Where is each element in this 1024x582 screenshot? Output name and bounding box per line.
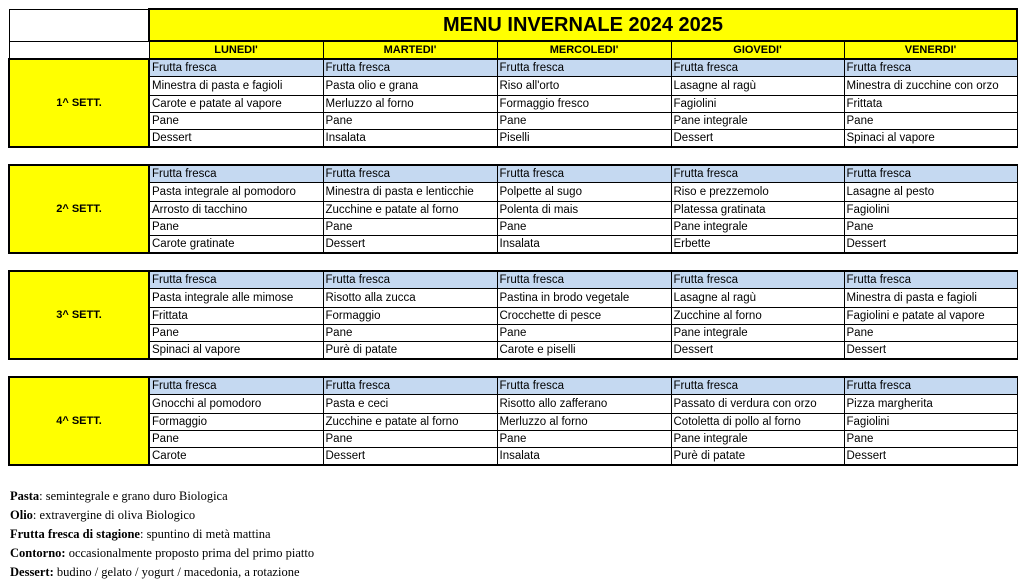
note-olio: Olio: extravergine di oliva Biologico xyxy=(10,508,196,522)
fruit-cell: Frutta fresca xyxy=(323,165,497,183)
fruit-cell: Frutta fresca xyxy=(149,377,323,395)
gap-cell xyxy=(671,147,844,165)
note-contorno: Contorno: occasionalmente proposto prima del primo piatto xyxy=(10,546,315,560)
table-row xyxy=(9,130,1017,148)
menu-cell: Carote gratinate xyxy=(149,236,323,254)
corner-blank xyxy=(9,9,149,41)
gap-cell xyxy=(149,147,323,165)
menu-cell: Pane xyxy=(497,219,671,236)
fruit-cell: Frutta fresca xyxy=(323,59,497,77)
table-row xyxy=(9,59,1017,77)
table-row xyxy=(9,77,1017,96)
menu-cell: Pane xyxy=(323,325,497,342)
menu-cell: Pane xyxy=(844,325,1017,342)
menu-cell: Dessert xyxy=(323,448,497,466)
menu-cell: Arrosto di tacchino xyxy=(149,202,323,219)
menu-cell: Fagiolini xyxy=(844,202,1017,219)
gap-cell xyxy=(844,359,1017,377)
table-row xyxy=(9,219,1017,236)
gap-cell xyxy=(671,359,844,377)
menu-cell: Merluzzo al forno xyxy=(497,414,671,431)
gap-cell xyxy=(9,359,149,377)
menu-cell: Minestra di pasta e lenticchie xyxy=(323,183,497,202)
menu-cell: Dessert xyxy=(844,236,1017,254)
fruit-cell: Frutta fresca xyxy=(497,377,671,395)
gap-cell xyxy=(844,147,1017,165)
fruit-cell: Frutta fresca xyxy=(323,271,497,289)
menu-cell: Pasta integrale alle mimose xyxy=(149,289,323,308)
menu-cell: Dessert xyxy=(671,130,844,148)
menu-cell: Pasta e ceci xyxy=(323,395,497,414)
fruit-cell: Frutta fresca xyxy=(671,165,844,183)
week-label: 1^ SETT. xyxy=(9,59,149,147)
menu-cell: Zucchine al forno xyxy=(671,308,844,325)
notes xyxy=(10,487,314,582)
gap-cell xyxy=(497,359,671,377)
gap-cell xyxy=(844,253,1017,271)
fruit-cell: Frutta fresca xyxy=(497,59,671,77)
menu-cell: Polpette al sugo xyxy=(497,183,671,202)
table-row xyxy=(9,414,1017,431)
menu-cell: Merluzzo al forno xyxy=(323,96,497,113)
menu-cell: Pane xyxy=(149,113,323,130)
menu-cell: Spinaci al vapore xyxy=(844,130,1017,148)
menu-table xyxy=(8,8,1018,466)
menu-cell: Dessert xyxy=(323,236,497,254)
fruit-cell: Frutta fresca xyxy=(671,377,844,395)
gap-cell xyxy=(671,253,844,271)
gap-cell xyxy=(323,147,497,165)
fruit-cell: Frutta fresca xyxy=(844,271,1017,289)
day-header: GIOVEDI' xyxy=(671,41,844,59)
menu-cell: Purè di patate xyxy=(323,342,497,360)
menu-cell: Fagiolini xyxy=(844,414,1017,431)
gap-cell xyxy=(149,359,323,377)
menu-title: MENU INVERNALE 2024 2025 xyxy=(149,9,1017,41)
note-frutta: Frutta fresca di stagione: spuntino di metà mattina xyxy=(10,527,271,541)
menu-cell: Passato di verdura con orzo xyxy=(671,395,844,414)
menu-cell: Pane integrale xyxy=(671,113,844,130)
gap-cell xyxy=(497,147,671,165)
week-label: 2^ SETT. xyxy=(9,165,149,253)
menu-cell: Pane xyxy=(844,431,1017,448)
menu-cell: Erbette xyxy=(671,236,844,254)
fruit-cell: Frutta fresca xyxy=(671,59,844,77)
menu-cell: Dessert xyxy=(844,342,1017,360)
menu-cell: Insalata xyxy=(323,130,497,148)
day-header: LUNEDI' xyxy=(149,41,323,59)
week-label: 4^ SETT. xyxy=(9,377,149,465)
menu-cell: Pane xyxy=(149,431,323,448)
menu-cell: Pane xyxy=(323,431,497,448)
day-header: MERCOLEDI' xyxy=(497,41,671,59)
menu-cell: Formaggio xyxy=(149,414,323,431)
corner-blank-2 xyxy=(9,41,149,59)
fruit-cell: Frutta fresca xyxy=(149,271,323,289)
menu-cell: Minestra di zucchine con orzo xyxy=(844,77,1017,96)
menu-cell: Pastina in brodo vegetale xyxy=(497,289,671,308)
menu-cell: Pane xyxy=(497,113,671,130)
menu-cell: Frittata xyxy=(149,308,323,325)
menu-cell: Purè di patate xyxy=(671,448,844,466)
menu-cell: Carote e piselli xyxy=(497,342,671,360)
menu-cell: Pasta olio e grana xyxy=(323,77,497,96)
menu-cell: Pane xyxy=(323,219,497,236)
table-row xyxy=(9,113,1017,130)
menu-cell: Pane xyxy=(844,219,1017,236)
menu-cell: Zucchine e patate al forno xyxy=(323,202,497,219)
menu-cell: Pasta integrale al pomodoro xyxy=(149,183,323,202)
fruit-cell: Frutta fresca xyxy=(323,377,497,395)
menu-cell: Pane integrale xyxy=(671,219,844,236)
fruit-cell: Frutta fresca xyxy=(844,59,1017,77)
menu-cell: Riso all'orto xyxy=(497,77,671,96)
note-dessert: Dessert: budino / gelato / yogurt / macedonia, a rotazione xyxy=(10,565,300,579)
menu-cell: Pizza margherita xyxy=(844,395,1017,414)
menu-cell: Minestra di pasta e fagioli xyxy=(149,77,323,96)
menu-cell: Formaggio fresco xyxy=(497,96,671,113)
table-row xyxy=(9,325,1017,342)
menu-cell: Risotto alla zucca xyxy=(323,289,497,308)
menu-cell: Platessa gratinata xyxy=(671,202,844,219)
gap-cell xyxy=(323,253,497,271)
menu-cell: Pane xyxy=(497,325,671,342)
fruit-cell: Frutta fresca xyxy=(671,271,844,289)
menu-cell: Spinaci al vapore xyxy=(149,342,323,360)
menu-cell: Formaggio xyxy=(323,308,497,325)
menu-cell: Pane xyxy=(149,325,323,342)
menu-cell: Riso e prezzemolo xyxy=(671,183,844,202)
table-row xyxy=(9,202,1017,219)
menu-cell: Pane xyxy=(844,113,1017,130)
table-row xyxy=(9,289,1017,308)
menu-cell: Piselli xyxy=(497,130,671,148)
menu-cell: Minestra di pasta e fagioli xyxy=(844,289,1017,308)
menu-cell: Dessert xyxy=(844,448,1017,466)
fruit-cell: Frutta fresca xyxy=(149,59,323,77)
table-row xyxy=(9,308,1017,325)
table-row xyxy=(9,377,1017,395)
table-row xyxy=(9,342,1017,360)
menu-cell: Pane integrale xyxy=(671,325,844,342)
menu-cell: Carote xyxy=(149,448,323,466)
menu-cell: Pane xyxy=(149,219,323,236)
fruit-cell: Frutta fresca xyxy=(844,165,1017,183)
menu-cell: Carote e patate al vapore xyxy=(149,96,323,113)
table-row xyxy=(9,271,1017,289)
menu-cell: Lasagne al pesto xyxy=(844,183,1017,202)
table-row xyxy=(9,395,1017,414)
table-row xyxy=(9,165,1017,183)
fruit-cell: Frutta fresca xyxy=(149,165,323,183)
table-row xyxy=(9,183,1017,202)
menu-cell: Lasagne al ragù xyxy=(671,77,844,96)
fruit-cell: Frutta fresca xyxy=(844,377,1017,395)
gap-cell xyxy=(9,253,149,271)
menu-cell: Gnocchi al pomodoro xyxy=(149,395,323,414)
gap-cell xyxy=(323,359,497,377)
table-row xyxy=(9,448,1017,466)
day-header: MARTEDI' xyxy=(323,41,497,59)
menu-cell: Pane integrale xyxy=(671,431,844,448)
menu-cell: Zucchine e patate al forno xyxy=(323,414,497,431)
table-row xyxy=(9,96,1017,113)
gap-cell xyxy=(9,147,149,165)
day-header: VENERDI' xyxy=(844,41,1017,59)
menu-cell: Pane xyxy=(497,431,671,448)
menu-cell: Fagiolini xyxy=(671,96,844,113)
fruit-cell: Frutta fresca xyxy=(497,165,671,183)
table-row xyxy=(9,236,1017,254)
fruit-cell: Frutta fresca xyxy=(497,271,671,289)
menu-cell: Risotto allo zafferano xyxy=(497,395,671,414)
table-row xyxy=(9,431,1017,448)
menu-cell: Polenta di mais xyxy=(497,202,671,219)
menu-cell: Insalata xyxy=(497,448,671,466)
week-label: 3^ SETT. xyxy=(9,271,149,359)
menu-cell: Frittata xyxy=(844,96,1017,113)
menu-cell: Lasagne al ragù xyxy=(671,289,844,308)
menu-cell: Cotoletta di pollo al forno xyxy=(671,414,844,431)
menu-cell: Dessert xyxy=(149,130,323,148)
menu-cell: Pane xyxy=(323,113,497,130)
menu-cell: Crocchette di pesce xyxy=(497,308,671,325)
note-pasta: Pasta: semintegrale e grano duro Biologica xyxy=(10,489,228,503)
menu-cell: Insalata xyxy=(497,236,671,254)
menu-cell: Dessert xyxy=(671,342,844,360)
gap-cell xyxy=(149,253,323,271)
menu-cell: Fagiolini e patate al vapore xyxy=(844,308,1017,325)
gap-cell xyxy=(497,253,671,271)
